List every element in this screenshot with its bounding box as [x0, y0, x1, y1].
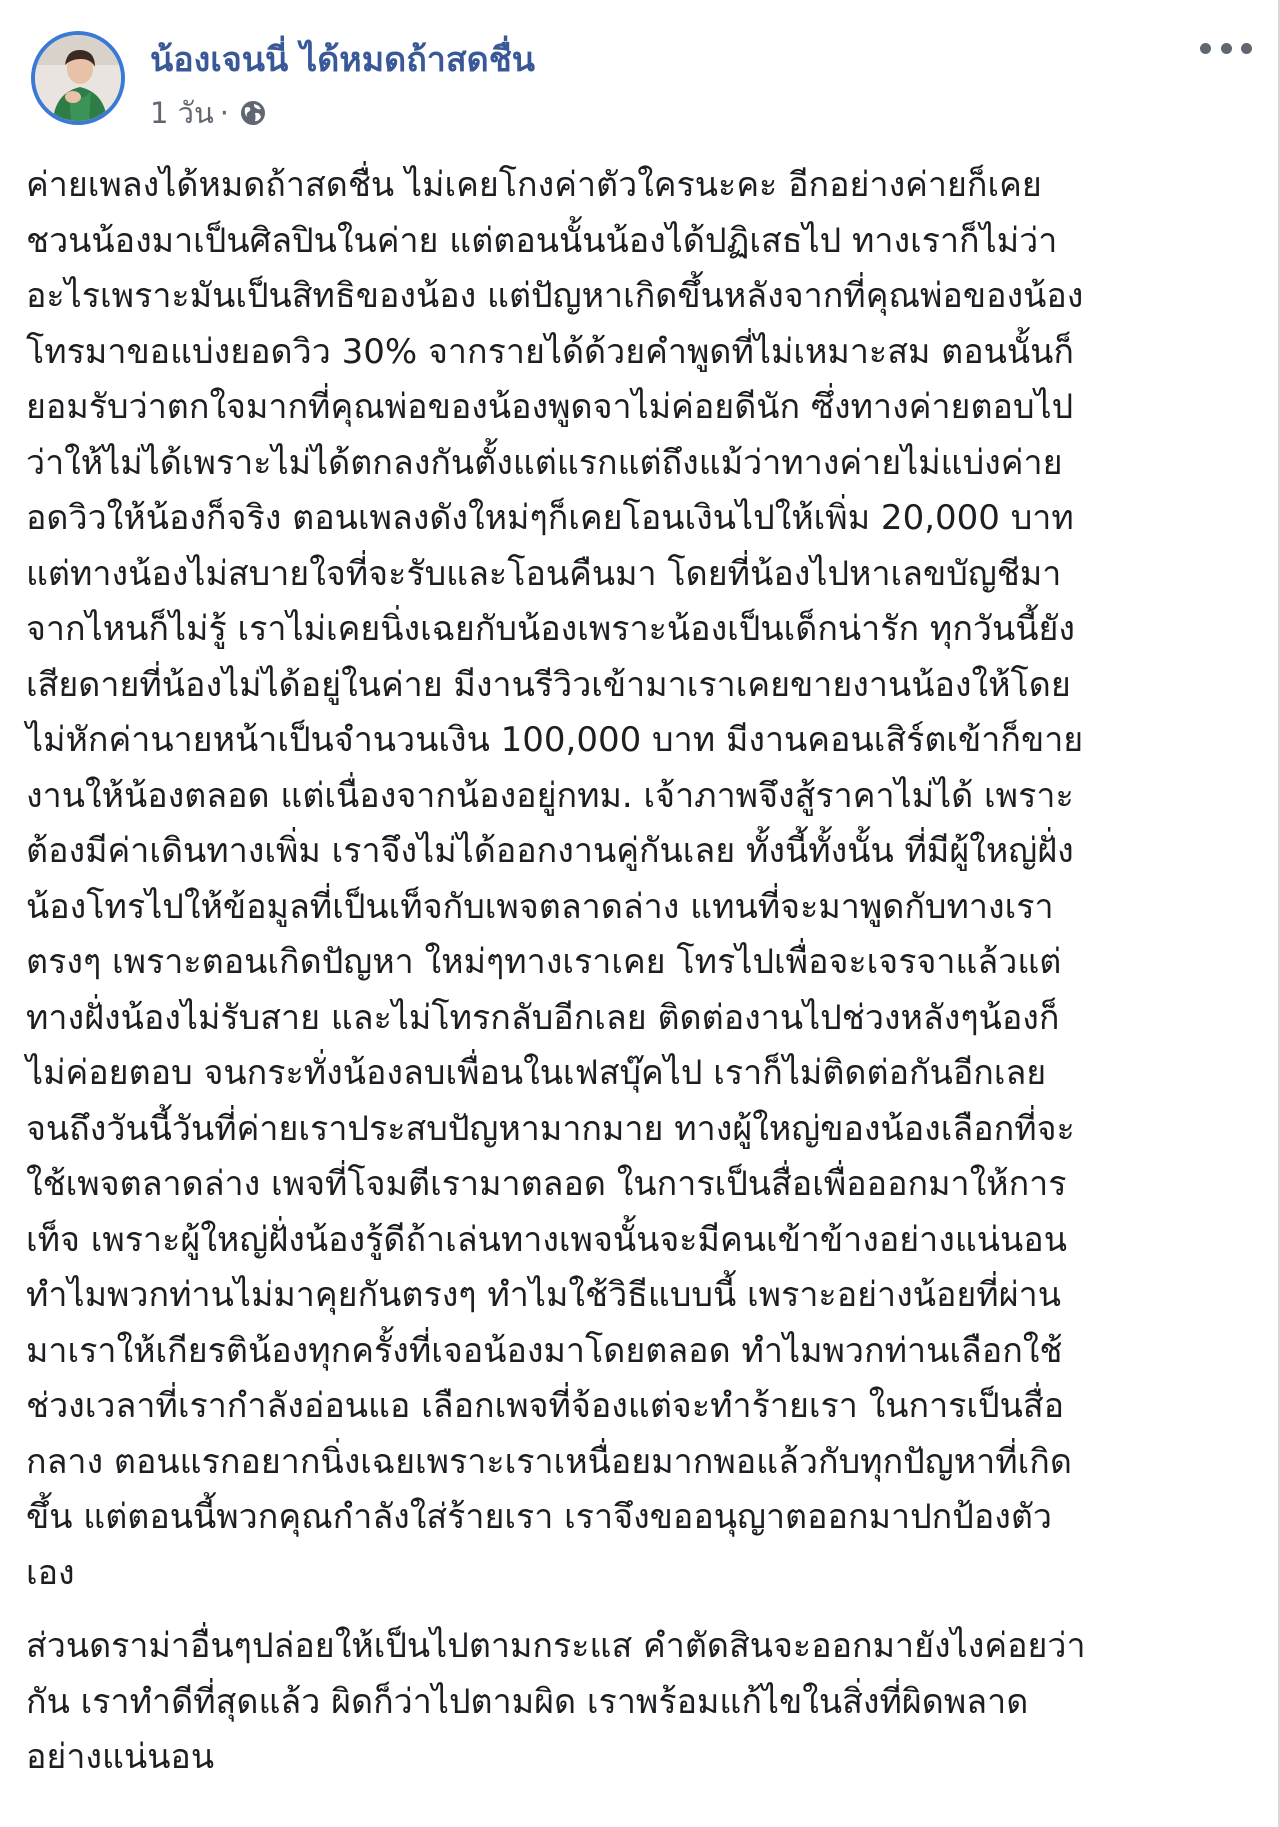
more-horizontal-icon-dot [1241, 43, 1252, 54]
post-header [0, 0, 1280, 150]
paragraph-spacer [26, 1601, 1252, 1619]
text-line: แต่ทางน้องไม่สบายใจที่จะรับและโอนคืนมา โดยที่น้องไปหาเลขบัญชีมา [26, 553, 1062, 594]
text-line: ว่าให้ไม่ได้เพราะไม่ได้ตกลงกันตั้งแต่แรกแต่ถึงแม้ว่าทางค่ายไม่แบ่งค่าย [26, 442, 1063, 483]
text-line: กัน เราทำดีที่สุดแล้ว ผิดก็ว่าไปตามผิด เราพร้อมแก้ไขในสิ่งที่ผิดพลาด [26, 1681, 1029, 1722]
text-line: ต้องมีค่าเดินทางเพิ่ม เราจึงไม่ได้ออกงานคู่กันเลย ทั้งนี้ทั้งนั้น ที่มีผู้ใหญ่ฝั่ง [26, 831, 1074, 871]
text-line: อดวิวให้น้องก็จริง ตอนเพลงดังใหม่ๆก็เคยโอนเงินไปให้เพิ่ม 20,000 บาท [26, 498, 1074, 538]
text-line: เอง [26, 1552, 75, 1593]
post-paragraph-1 [26, 158, 1252, 1601]
post-paragraph-2 [26, 1619, 1252, 1786]
more-options-button[interactable] [1200, 30, 1252, 66]
text-line: ทำไมพวกท่านไม่มาคุยกันตรงๆ ทำไมใช้วิธีแบบนี้ เพราะอย่างน้อยที่ผ่าน [26, 1275, 1061, 1315]
text-line: อะไรเพราะมันเป็นสิทธิของน้อง แต่ปัญหาเกิดขึ้นหลังจากที่คุณพ่อของน้อง [26, 276, 1084, 316]
author-name-link[interactable]: น้องเจนนี่ ได้หมดถ้าสดชื่น [150, 40, 536, 80]
text-line: งานให้น้องตลอด แต่เนื่องจากน้องอยู่กทม. เจ้าภาพจึงสู้ราคาไม่ได้ เพราะ [26, 775, 1074, 816]
text-line: น้องโทรไปให้ข้อมูลที่เป็นเท็จกับเพจตลาดล่าง แทนที่จะมาพูดกับทางเรา [26, 886, 1054, 927]
text-line: ทางฝั่งน้องไม่รับสาย และไม่โทรกลับอีกเลย ติดต่องานไปช่วงหลังๆน้องก็ [26, 997, 1060, 1038]
meta-separator: · [219, 96, 229, 130]
text-line: เสียดายที่น้องไม่ได้อยู่ในค่าย มีงานรีวิวเข้ามาเราเคยขายงานน้องให้โดย [26, 664, 1071, 705]
text-line: กลาง ตอนแรกอยากนิ่งเฉยเพราะเราเหนื่อยมากพอแล้วกับทุกปัญหาที่เกิด [26, 1441, 1072, 1482]
text-line: ไม่ค่อยตอบ จนกระทั่งน้องลบเพื่อนในเฟสบุ๊คไป เราก็ไม่ติดต่อกันอีกเลย [26, 1053, 1047, 1093]
text-line: เท็จ เพราะผู้ใหญ่ฝั่งน้องรู้ดีถ้าเล่นทางเพจนั้นจะมีคนเข้าข้างอย่างแน่นอน [26, 1219, 1067, 1260]
text-line: ขึ้น แต่ตอนนี้พวกคุณกำลังใส่ร้ายเรา เราจึงขออนุญาตออกมาปกป้องตัว [26, 1497, 1053, 1537]
avatar-photo [35, 35, 121, 121]
globe-icon[interactable] [239, 99, 267, 127]
post-meta [150, 93, 267, 133]
text-line: ตรงๆ เพราะตอนเกิดปัญหา ใหม่ๆทางเราเคย โทรไปเพื่อจะเจรจาแล้วแต่ [26, 942, 1062, 982]
text-line: ใช้เพจตลาดล่าง เพจที่โจมตีเรามาตลอด ในการเป็นสื่อเพื่อออกมาให้การ [26, 1164, 1067, 1204]
text-line: อย่างแน่นอน [26, 1737, 215, 1777]
text-line: ส่วนดราม่าอื่นๆปล่อยให้เป็นไปตามกระแส คำตัดสินจะออกมายังไงค่อยว่า [26, 1626, 1086, 1666]
more-horizontal-icon-dot [1221, 43, 1232, 54]
text-line: มาเราให้เกียรติน้องทุกครั้งที่เจอน้องมาโดยตลอด ทำไมพวกท่านเลือกใช้ [26, 1330, 1063, 1371]
post-body [26, 158, 1252, 1786]
text-line: ไม่หักค่านายหน้าเป็นจำนวนเงิน 100,000 บาท มีงานคอนเสิร์ตเข้าก็ขาย [26, 720, 1084, 760]
text-line: จนถึงวันนี้วันที่ค่ายเราประสบปัญหามากมาย ทางผู้ใหญ่ของน้องเลือกที่จะ [26, 1108, 1075, 1149]
text-line: ยอมรับว่าตกใจมากที่คุณพ่อของน้องพูดจาไม่ค่อยดีนัก ซึ่งทางค่ายตอบไป [26, 387, 1074, 427]
text-line: ชวนน้องมาเป็นศิลปินในค่าย แต่ตอนนั้นน้องได้ปฏิเสธไป ทางเราก็ไม่ว่า [26, 220, 1058, 261]
post-timestamp[interactable]: 1 วัน [150, 96, 214, 130]
text-line: ช่วงเวลาที่เรากำลังอ่อนแอ เลือกเพจที่จ้องแต่จะทำร้ายเรา ในการเป็นสื่อ [26, 1386, 1065, 1426]
more-horizontal-icon-dot [1200, 43, 1211, 54]
profile-avatar[interactable] [31, 31, 125, 125]
text-line: จากไหนก็ไม่รู้ เราไม่เคยนิ่งเฉยกับน้องเพราะน้องเป็นเด็กน่ารัก ทุกวันนี้ยัง [26, 609, 1076, 649]
text-line: ค่ายเพลงได้หมดถ้าสดชื่น ไม่เคยโกงค่าตัวใครนะคะ อีกอย่างค่ายก็เคย [26, 165, 1042, 205]
text-line: โทรมาขอแบ่งยอดวิว 30% จากรายได้ด้วยคำพูดที่ไม่เหมาะสม ตอนนั้นก็ [26, 331, 1074, 372]
